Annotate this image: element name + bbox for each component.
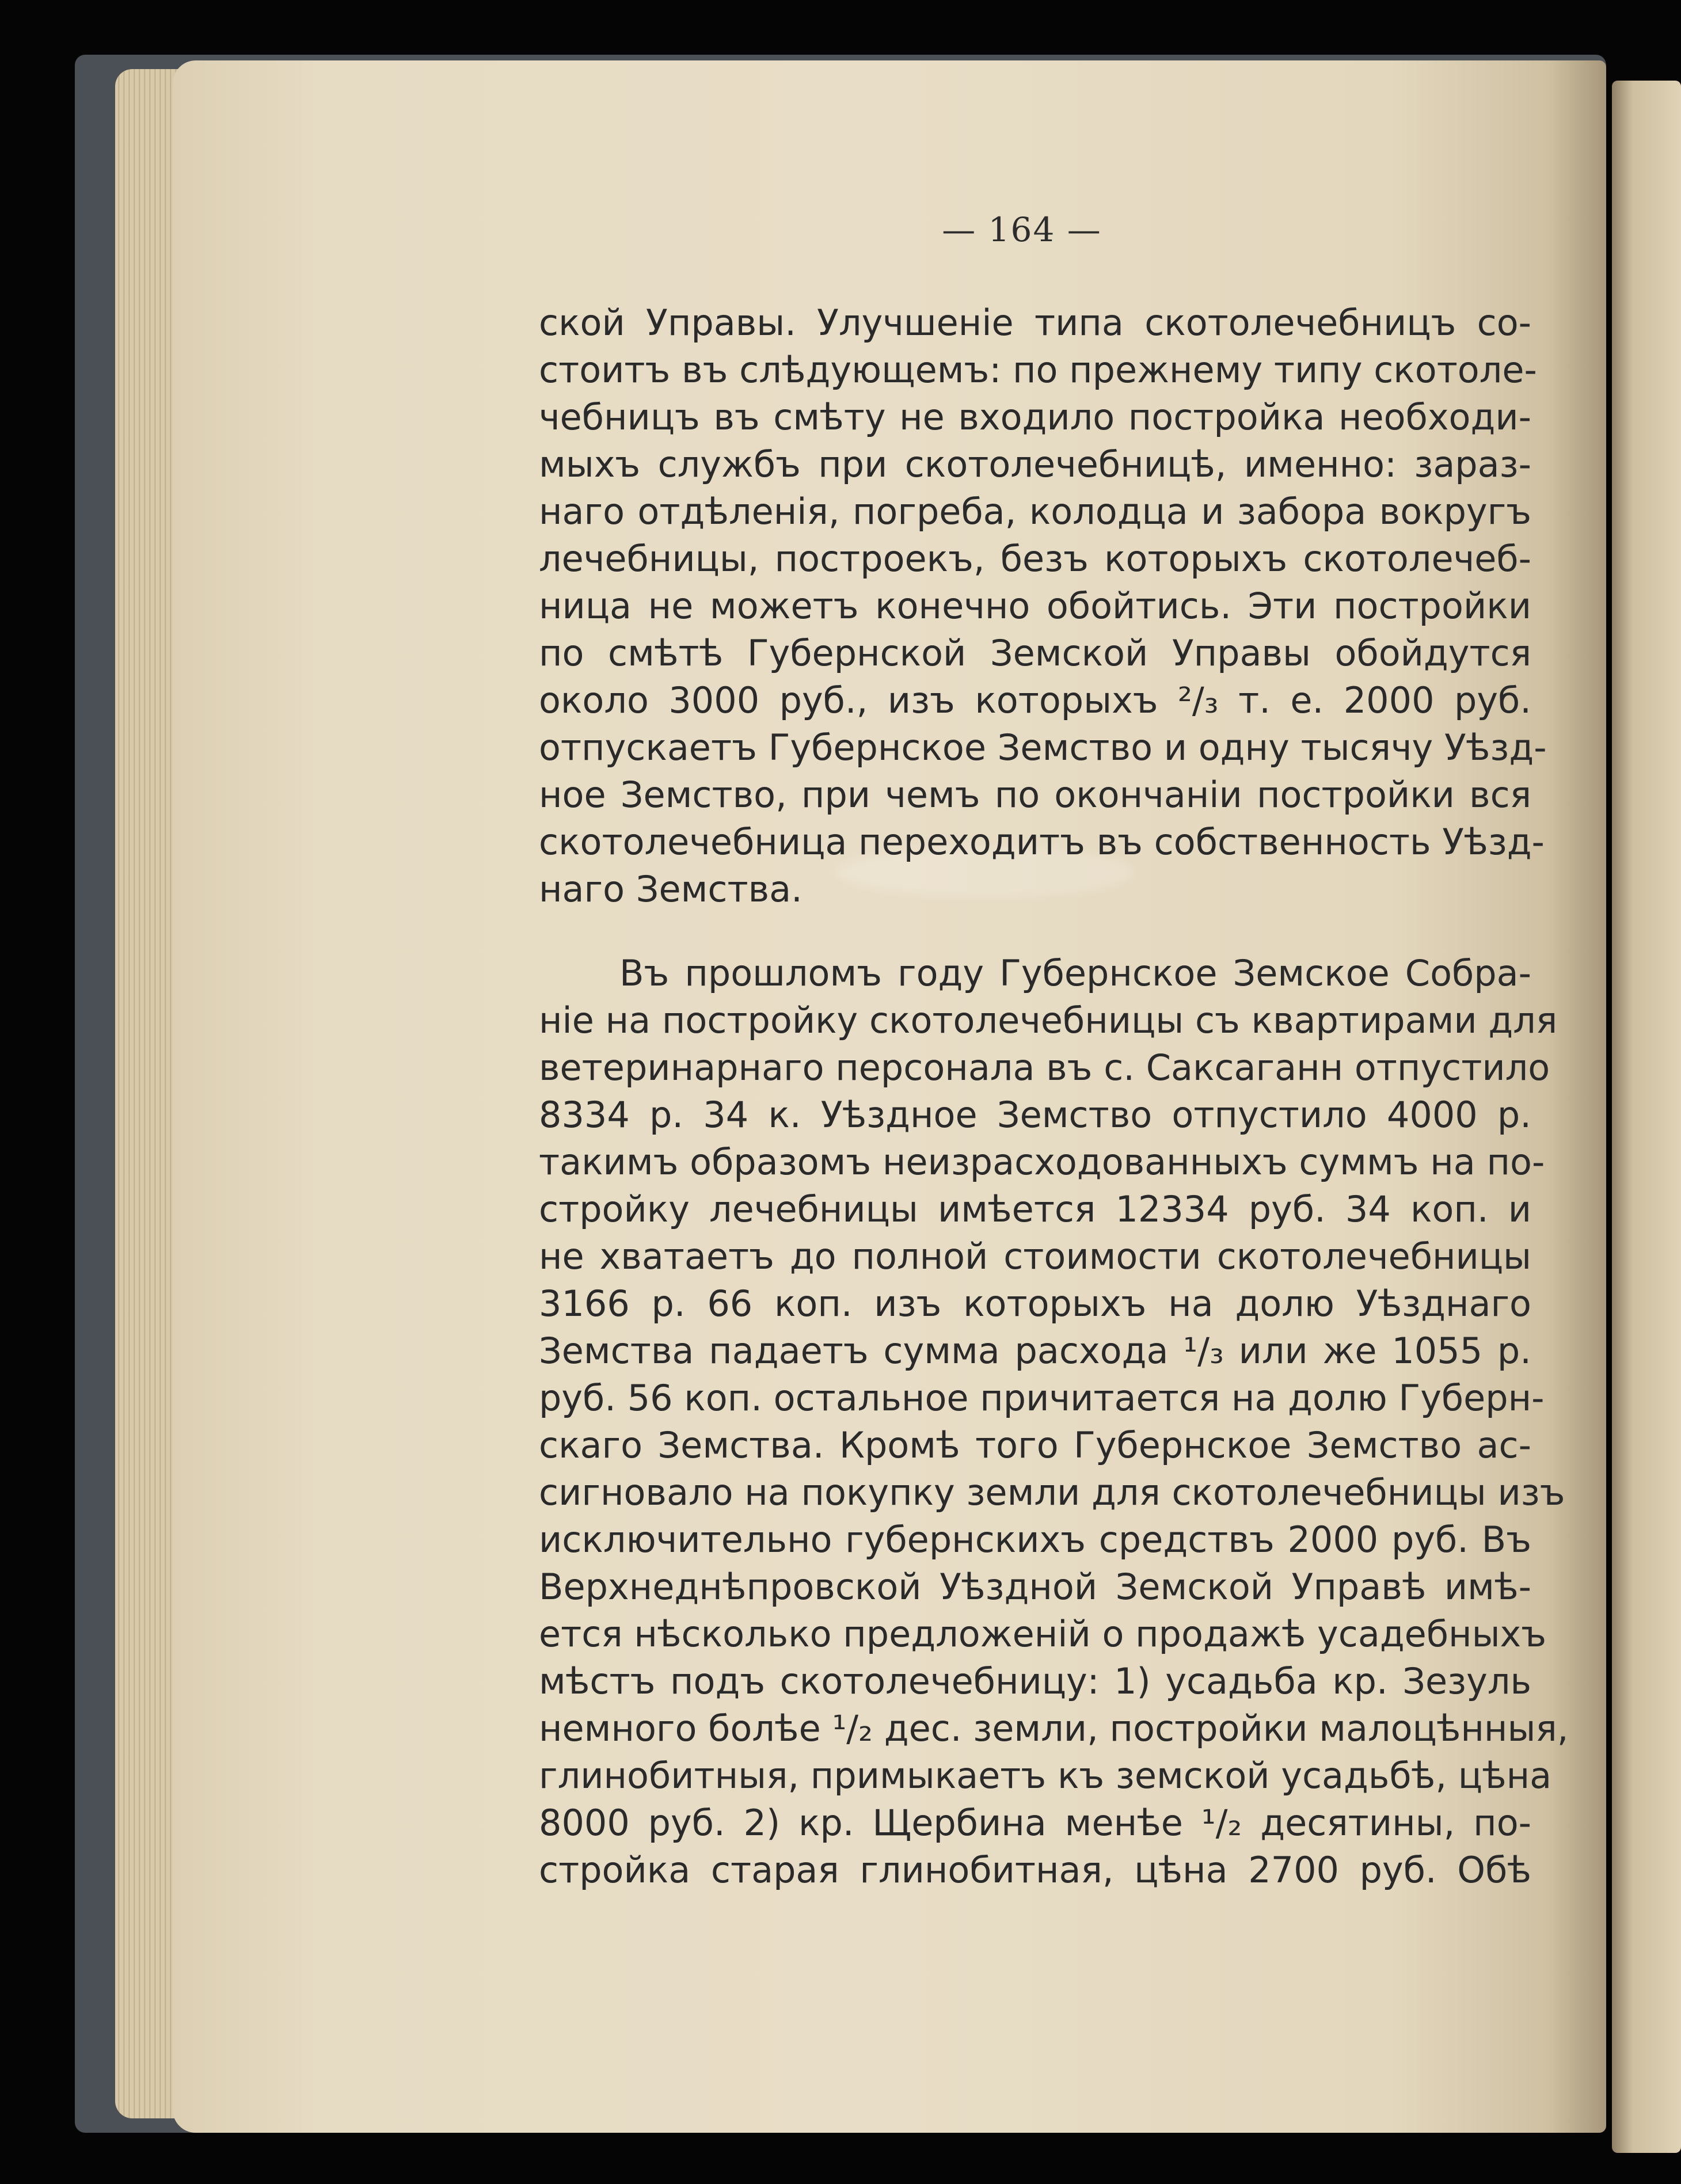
text-line: Земства падаетъ сумма расхода ¹/₃ или же 1055 р. (539, 1330, 1531, 1372)
text-line: такимъ образомъ неизрасходованныхъ суммъ на по- (539, 1141, 1545, 1183)
page-number: — 164 — (942, 210, 1102, 249)
text-line: стоитъ въ слѣдующемъ: по прежнему типу скотоле- (539, 349, 1537, 391)
text-line: руб. 56 коп. остальное причитается на долю Губерн- (539, 1377, 1545, 1419)
text-line: наго Земства. (539, 868, 803, 910)
text-line: по смѣтѣ Губернской Земской Управы обойдутся (539, 632, 1531, 674)
text-line: чебницъ въ смѣту не входило постройка необходи- (539, 396, 1531, 438)
text-line: немного болѣе ¹/₂ дес. земли, постройки малоцѣнныя, (539, 1707, 1569, 1749)
paragraph-gap (539, 913, 1531, 950)
text-line: мыхъ службъ при скотолечебницѣ, именно: зараз- (539, 443, 1531, 485)
text-line: наго отдѣленія, погреба, колодца и забора вокругъ (539, 490, 1531, 532)
text-line: ное Земство, при чемъ по окончаніи постройки вся (539, 774, 1531, 816)
text-body (539, 299, 1569, 1894)
text-line: исключительно губернскихъ средствъ 2000 руб. Въ (539, 1519, 1531, 1561)
text-line: Въ прошломъ году Губернское Земское Собра- (619, 952, 1531, 994)
text-line: скотолечебница переходитъ въ собственность Уѣзд- (539, 821, 1545, 863)
text-line: 8334 р. 34 к. Уѣздное Земство отпустило 4000 р. (539, 1094, 1531, 1136)
text-line: Верхнеднѣпровской Уѣздной Земской Управѣ имѣ- (539, 1566, 1531, 1608)
text-line: 3166 р. 66 коп. изъ которыхъ на долю Уѣзднаго (539, 1283, 1531, 1325)
text-line: не хватаетъ до полной стоимости скотолечебницы (539, 1235, 1531, 1277)
text-line: отпускаетъ Губернское Земство и одну тысячу Уѣзд- (539, 726, 1547, 768)
text-line: мѣстъ подъ скотолечебницу: 1) усадьба кр. Зезуль (539, 1660, 1531, 1702)
text-line: ветеринарнаго персонала въ с. Саксаганн отпустило (539, 1047, 1550, 1089)
text-line: сигновало на покупку земли для скотолечебницы изъ (539, 1471, 1565, 1513)
text-line: ница не можетъ конечно обойтись. Эти постройки (539, 585, 1531, 627)
text-line: стройка старая глинобитная, цѣна 2700 руб. Обѣ (539, 1849, 1531, 1891)
text-line: стройку лечебницы имѣется 12334 руб. 34 коп. и (539, 1188, 1531, 1230)
text-line: глинобитныя, примыкаетъ къ земской усадьбѣ, цѣна (539, 1755, 1552, 1797)
text-line: ской Управы. Улучшеніе типа скотолечебницъ со- (539, 302, 1531, 344)
text-line: лечебницы, построекъ, безъ которыхъ скотолечеб- (539, 538, 1531, 580)
text-line: около 3000 руб., изъ которыхъ ²/₃ т. е. 2000 руб. (539, 679, 1531, 721)
text-line: 8000 руб. 2) кр. Щербина менѣе ¹/₂ десятины, по- (539, 1802, 1531, 1844)
text-line: ется нѣсколько предложеній о продажѣ усадебныхъ (539, 1613, 1547, 1655)
next-page-edge (1612, 81, 1681, 2153)
text-line: скаго Земства. Кромѣ того Губернское Земство ас- (539, 1424, 1531, 1466)
text-line: ніе на постройку скотолечебницы съ квартирами для (539, 999, 1558, 1041)
